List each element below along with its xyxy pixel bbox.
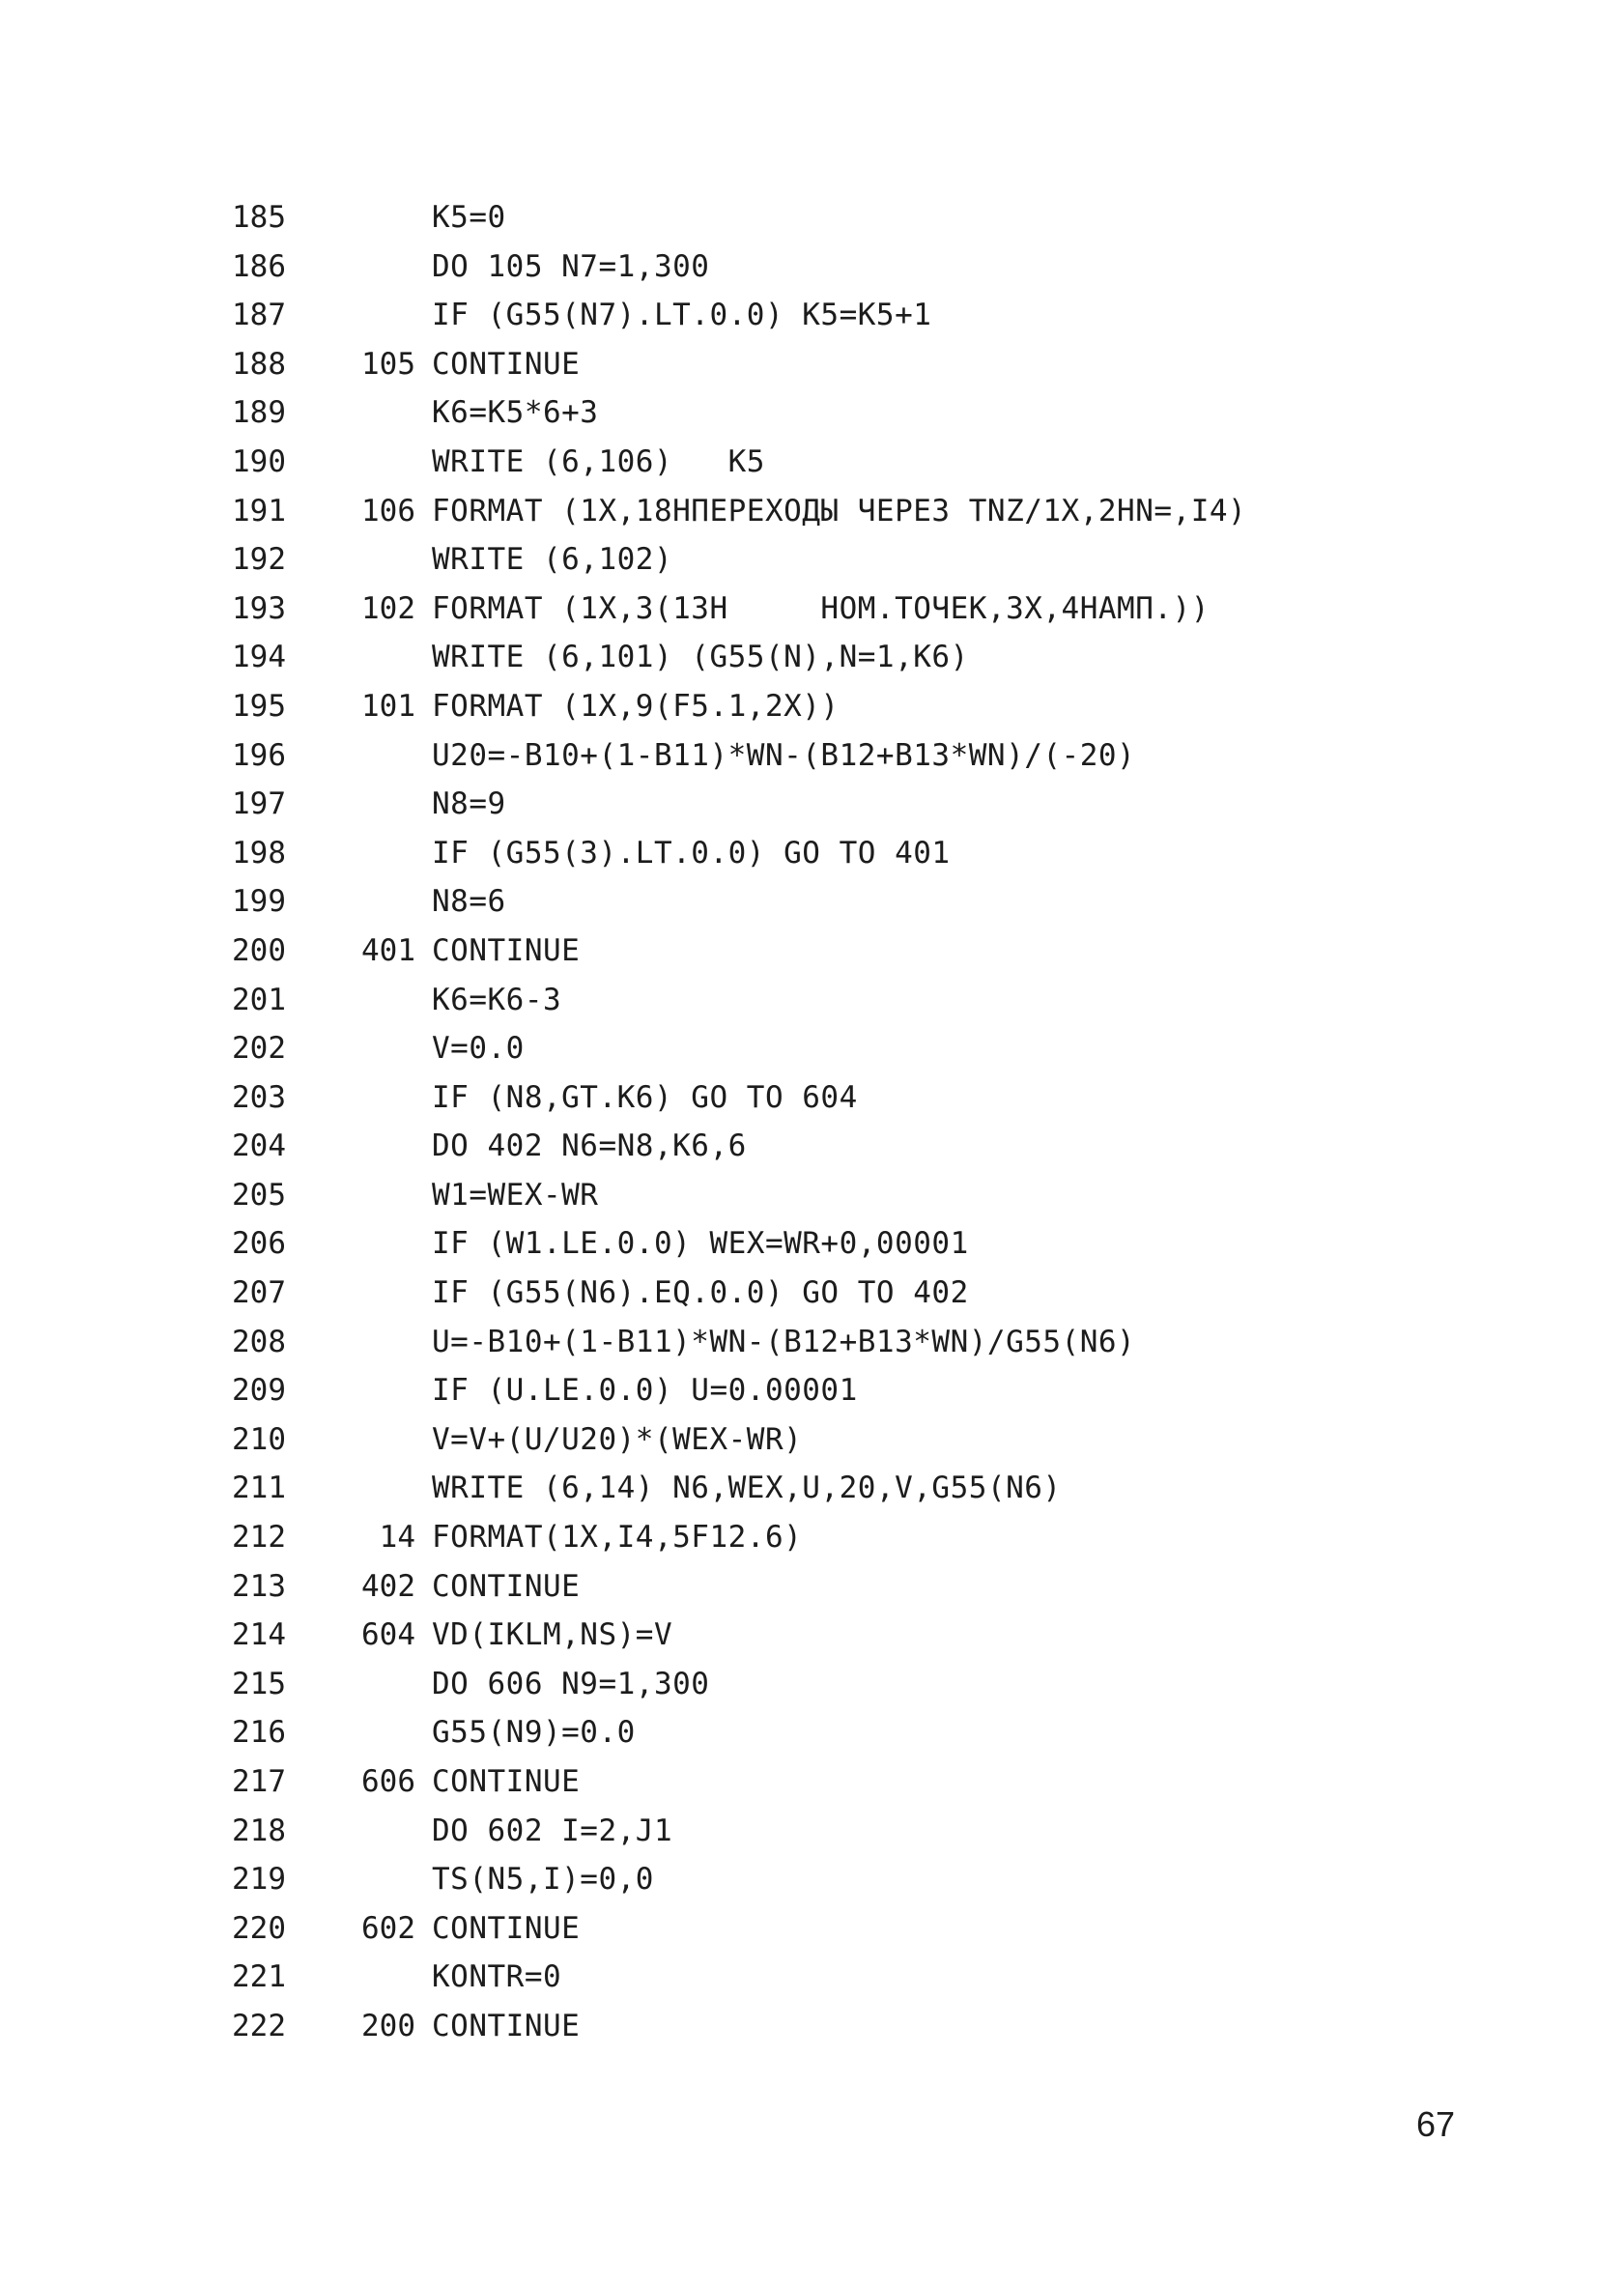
- line-number: 185: [232, 200, 286, 235]
- code-line: [0, 1318, 1624, 1367]
- code-statement: K6=K6-3: [432, 982, 562, 1017]
- code-statement: VD(IKLM,NS)=V: [432, 1617, 673, 1653]
- statement-label: 401: [361, 932, 415, 968]
- code-statement: G55(N9)=0.0: [432, 1715, 636, 1751]
- line-number: 211: [232, 1471, 286, 1506]
- statement-label: 101: [361, 688, 415, 724]
- line-number: 191: [232, 493, 286, 528]
- line-number: 199: [232, 884, 286, 920]
- code-line: [0, 682, 1624, 731]
- code-statement: FORMAT (1X,3(13H НОМ.ТОЧЕК,3X,4HАМП.)): [432, 590, 1210, 626]
- line-number: 204: [232, 1128, 286, 1164]
- code-line: [0, 1415, 1624, 1465]
- code-line: [0, 1219, 1624, 1269]
- line-number: 217: [232, 1764, 286, 1799]
- code-statement: FORMAT(1X,I4,5F12.6): [432, 1520, 803, 1556]
- line-number: 195: [232, 688, 286, 724]
- line-number: 188: [232, 346, 286, 382]
- code-line: [0, 1366, 1624, 1415]
- code-line: [0, 1122, 1624, 1171]
- code-line: [0, 243, 1624, 292]
- code-statement: K5=0: [432, 200, 506, 235]
- line-number: 212: [232, 1520, 286, 1556]
- code-statement: WRITE (6,106) K5: [432, 443, 765, 479]
- code-line: [0, 585, 1624, 634]
- code-statement: N8=6: [432, 884, 506, 920]
- code-statement: FORMAT (1X,18HПЕРЕХОДЫ ЧЕРЕЗ TNZ/1X,2HN=,I4): [432, 493, 1247, 528]
- statement-label: 604: [361, 1617, 415, 1653]
- line-number: 197: [232, 786, 286, 822]
- code-statement: CONTINUE: [432, 1910, 581, 1946]
- code-statement: IF (W1.LE.0.0) WEX=WR+0,00001: [432, 1226, 969, 1262]
- code-statement: CONTINUE: [432, 346, 581, 382]
- code-statement: IF (G55(N6).EQ.0.0) GO TO 402: [432, 1275, 969, 1311]
- line-number: 193: [232, 590, 286, 626]
- code-line: [0, 1464, 1624, 1513]
- code-statement: TS(N5,I)=0,0: [432, 1862, 654, 1898]
- code-statement: U20=-B10+(1-B11)*WN-(B12+B13*WN)/(-20): [432, 737, 1136, 773]
- code-line: [0, 487, 1624, 536]
- code-statement: CONTINUE: [432, 932, 581, 968]
- line-number: 201: [232, 982, 286, 1017]
- code-statement: WRITE (6,14) N6,WEX,U,20,V,G55(N6): [432, 1471, 1062, 1506]
- code-statement: CONTINUE: [432, 1568, 581, 1604]
- line-number: 216: [232, 1715, 286, 1751]
- code-statement: IF (U.LE.0.0) U=0.00001: [432, 1373, 858, 1409]
- code-line: [0, 1171, 1624, 1220]
- code-line: [0, 1513, 1624, 1562]
- code-line: [0, 1024, 1624, 1073]
- page-number: 67: [1416, 2104, 1456, 2144]
- code-statement: W1=WEX-WR: [432, 1177, 599, 1213]
- code-line: [0, 927, 1624, 976]
- code-statement: IF (N8,GT.K6) GO TO 604: [432, 1079, 858, 1115]
- statement-label: 106: [361, 493, 415, 528]
- code-statement: U=-B10+(1-B11)*WN-(B12+B13*WN)/G55(N6): [432, 1324, 1136, 1359]
- code-statement: WRITE (6,101) (G55(N),N=1,K6): [432, 640, 969, 675]
- code-listing: [0, 193, 1624, 2051]
- code-line: [0, 1708, 1624, 1757]
- line-number: 213: [232, 1568, 286, 1604]
- code-statement: V=V+(U/U20)*(WEX-WR): [432, 1421, 803, 1457]
- line-number: 186: [232, 248, 286, 284]
- code-statement: FORMAT (1X,9(F5.1,2X)): [432, 688, 840, 724]
- line-number: 189: [232, 395, 286, 431]
- line-number: 190: [232, 443, 286, 479]
- line-number: 218: [232, 1813, 286, 1848]
- code-line: [0, 1073, 1624, 1123]
- line-number: 210: [232, 1421, 286, 1457]
- line-number: 207: [232, 1275, 286, 1311]
- line-number: 222: [232, 2008, 286, 2043]
- line-number: 194: [232, 640, 286, 675]
- line-number: 206: [232, 1226, 286, 1262]
- code-line: [0, 1611, 1624, 1660]
- code-line: [0, 1660, 1624, 1709]
- statement-label: 402: [361, 1568, 415, 1604]
- code-statement: IF (G55(3).LT.0.0) GO TO 401: [432, 835, 951, 871]
- code-statement: IF (G55(N7).LT.0.0) K5=K5+1: [432, 298, 932, 333]
- line-number: 192: [232, 542, 286, 578]
- code-line: [0, 1904, 1624, 1954]
- code-line: [0, 291, 1624, 340]
- code-line: [0, 633, 1624, 682]
- code-statement: DO 402 N6=N8,K6,6: [432, 1128, 747, 1164]
- line-number: 221: [232, 1959, 286, 1995]
- code-statement: KONTR=0: [432, 1959, 562, 1995]
- code-statement: DO 602 I=2,J1: [432, 1813, 673, 1848]
- code-statement: DO 105 N7=1,300: [432, 248, 710, 284]
- code-line: [0, 780, 1624, 829]
- code-line: [0, 1855, 1624, 1904]
- line-number: 208: [232, 1324, 286, 1359]
- line-number: 219: [232, 1862, 286, 1898]
- statement-label: 200: [361, 2008, 415, 2043]
- statement-label: 102: [361, 590, 415, 626]
- code-line: [0, 340, 1624, 389]
- code-statement: WRITE (6,102): [432, 542, 673, 578]
- code-line: [0, 438, 1624, 487]
- code-line: [0, 1953, 1624, 2002]
- statement-label: 14: [379, 1520, 415, 1556]
- line-number: 205: [232, 1177, 286, 1213]
- code-line: [0, 2002, 1624, 2051]
- code-line: [0, 731, 1624, 781]
- code-line: [0, 1269, 1624, 1318]
- code-statement: CONTINUE: [432, 1764, 581, 1799]
- code-line: [0, 1757, 1624, 1807]
- line-number: 200: [232, 932, 286, 968]
- code-statement: V=0.0: [432, 1031, 525, 1067]
- code-line: [0, 877, 1624, 927]
- line-number: 202: [232, 1031, 286, 1067]
- line-number: 214: [232, 1617, 286, 1653]
- line-number: 187: [232, 298, 286, 333]
- code-statement: N8=9: [432, 786, 506, 822]
- line-number: 196: [232, 737, 286, 773]
- statement-label: 602: [361, 1910, 415, 1946]
- code-line: [0, 388, 1624, 438]
- statement-label: 105: [361, 346, 415, 382]
- line-number: 203: [232, 1079, 286, 1115]
- code-statement: CONTINUE: [432, 2008, 581, 2043]
- code-line: [0, 1562, 1624, 1612]
- code-line: [0, 535, 1624, 585]
- line-number: 209: [232, 1373, 286, 1409]
- code-statement: DO 606 N9=1,300: [432, 1666, 710, 1701]
- code-line: [0, 193, 1624, 243]
- code-line: [0, 829, 1624, 878]
- line-number: 198: [232, 835, 286, 871]
- line-number: 215: [232, 1666, 286, 1701]
- code-statement: K6=K5*6+3: [432, 395, 599, 431]
- statement-label: 606: [361, 1764, 415, 1799]
- code-line: [0, 1807, 1624, 1856]
- code-line: [0, 976, 1624, 1025]
- line-number: 220: [232, 1910, 286, 1946]
